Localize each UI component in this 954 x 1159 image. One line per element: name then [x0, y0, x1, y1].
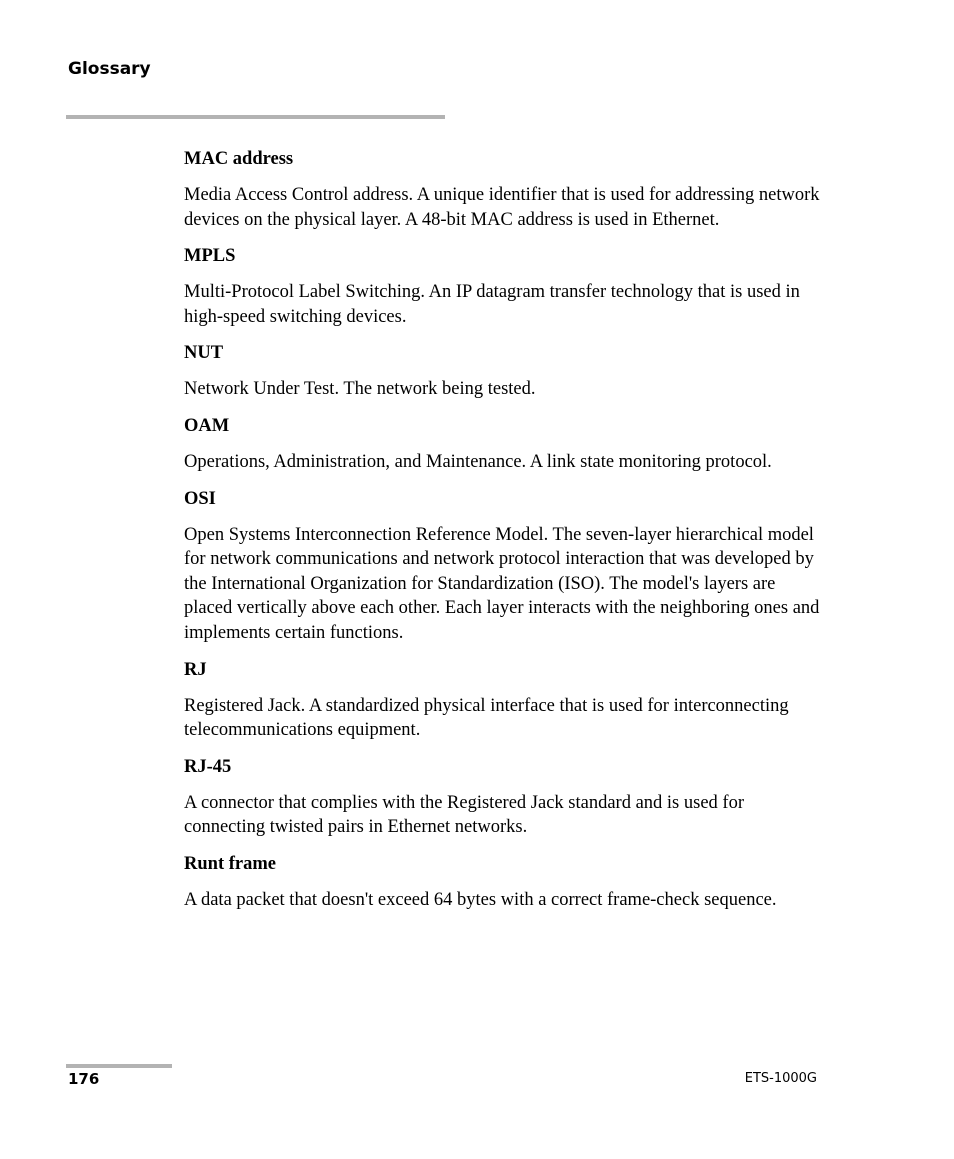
glossary-definition: Registered Jack. A standardized physical interface that is used for interconnecting telecommunications equipment.	[184, 695, 789, 741]
glossary-entries	[184, 147, 824, 925]
glossary-definition: A data packet that doesn't exceed 64 bytes with a correct frame-check sequence.	[184, 889, 777, 910]
glossary-term: OAM	[184, 415, 230, 436]
glossary-definition: Operations, Administration, and Maintenance. A link state monitoring protocol.	[184, 451, 772, 472]
glossary-definition: Network Under Test. The network being tested.	[184, 379, 536, 400]
glossary-entry-rj	[184, 658, 824, 743]
glossary-entry-runt-frame	[184, 852, 824, 913]
glossary-entry-osi	[184, 487, 824, 646]
glossary-term: OSI	[184, 488, 216, 509]
glossary-term: MAC address	[184, 149, 294, 169]
glossary-entry-oam	[184, 414, 824, 475]
glossary-term: MPLS	[184, 246, 236, 267]
page-header-title: Glossary	[68, 59, 151, 79]
glossary-definition: A connector that complies with the Registered Jack standard and is used for connecting twisted pairs in Ethernet networks.	[184, 792, 744, 838]
page-number: 176	[68, 1070, 100, 1088]
glossary-term: Runt frame	[184, 853, 276, 874]
product-name: ETS-1000G	[744, 1071, 817, 1086]
glossary-entry-nut	[184, 341, 824, 402]
glossary-term: NUT	[184, 343, 224, 364]
glossary-term: RJ-45	[184, 756, 232, 777]
header-divider	[66, 115, 445, 119]
glossary-entry-rj-45	[184, 755, 824, 840]
glossary-definition: Open Systems Interconnection Reference Model. The seven-layer hierarchical model for network communications and network protocol interaction that was developed by the International Organization for Standardization (ISO). The model's layers are placed vertically above each other. Each layer interacts with the neighboring ones and implements certain functions.	[184, 524, 820, 643]
glossary-definition: Multi-Protocol Label Switching. An IP datagram transfer technology that is used in high-speed switching devices.	[184, 282, 800, 327]
footer-divider	[66, 1064, 172, 1068]
glossary-entry-mac-address	[184, 147, 824, 232]
glossary-definition: Media Access Control address. A unique identifier that is used for addressing network devices on the physical layer. A 48-bit MAC address is used in Ethernet.	[184, 185, 820, 230]
glossary-entry-mpls	[184, 244, 824, 329]
glossary-term: RJ	[184, 659, 207, 680]
